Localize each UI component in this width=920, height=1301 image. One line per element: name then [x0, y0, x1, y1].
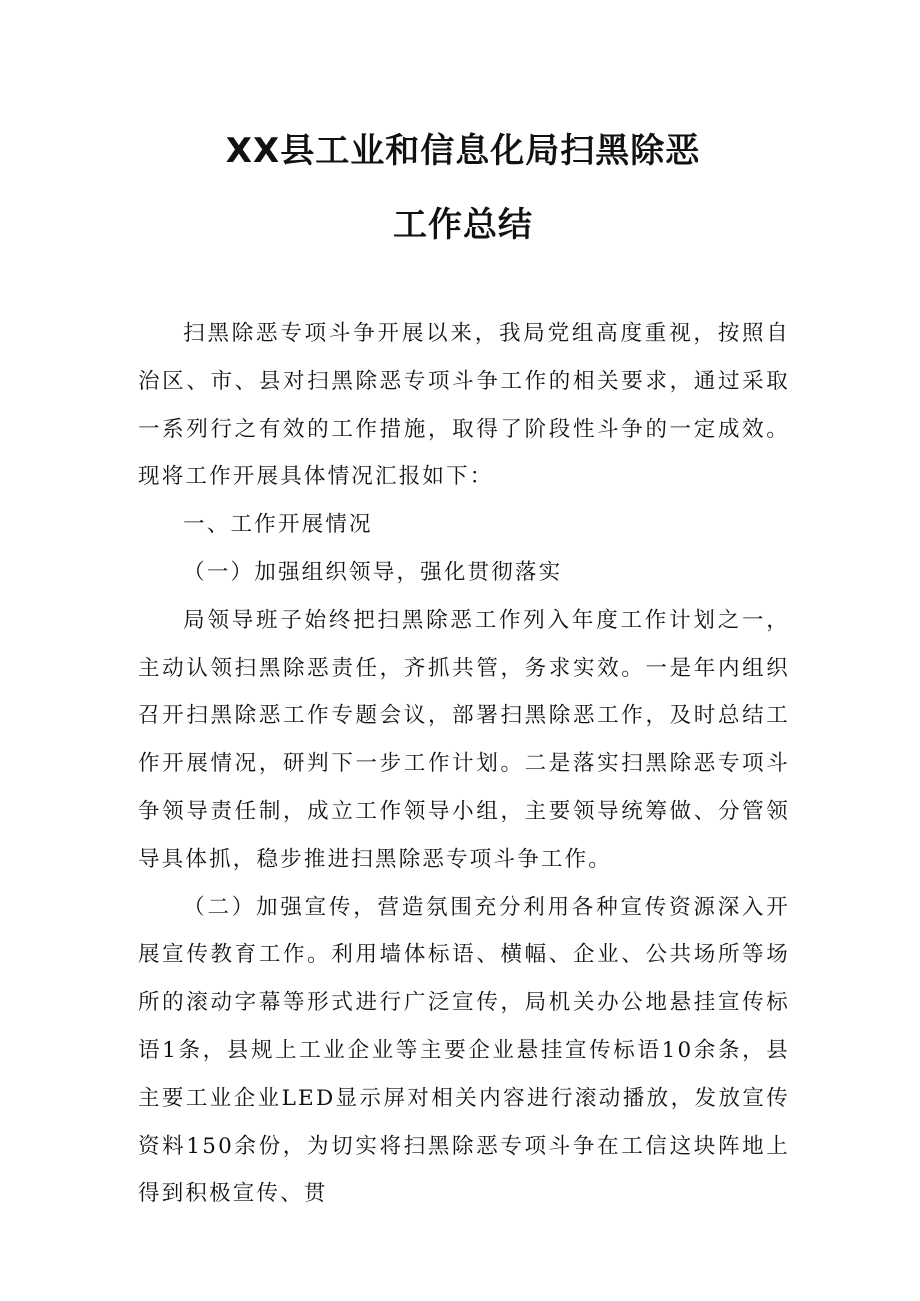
document-body [138, 310, 790, 1218]
subsection-heading: （一）加强组织领导，强化贯彻落实 [183, 559, 563, 585]
body-paragraph: （二）加强宣传，营造氛围充分利用各种宣传资源深入开展宣传教育工作。利用墙体标语、横幅、企业、公共场所等场所的滚动字幕等形式进行广泛宣传，局机关办公地悬挂宣传标语1条，县规上工业企业等主要企业悬挂宣传标语10余条，县主要工业企业LED显示屏对相关内容进行滚动播放，发放宣传资料150余份，为切实将扫黑除恶专项斗争在工信这块阵地上得到积极宣传、贯 [138, 894, 790, 1207]
document-title-line-1: XX县工业和信息化局扫黑除恶 [225, 131, 701, 171]
document-title-line-2: 工作总结 [393, 205, 533, 245]
section-heading: 一、工作开展情况 [183, 512, 373, 538]
body-paragraph: 局领导班子始终把扫黑除恶工作列入年度工作计划之一，主动认领扫黑除恶责任，齐抓共管，务求实效。一是年内组织召开扫黑除恶工作专题会议，部署扫黑除恶工作，及时总结工作开展情况，研判下一步工作计划。二是落实扫黑除恶专项斗争领导责任制，成立工作领导小组，主要领导统筹做、分管领导具体抓，稳步推进扫黑除恶专项斗争工作。 [138, 607, 790, 872]
intro-paragraph: 扫黑除恶专项斗争开展以来，我局党组高度重视，按照自治区、市、县对扫黑除恶专项斗争工作的相关要求，通过采取一系列行之有效的工作措施，取得了阶段性斗争的一定成效。现将工作开展具体情况汇报如下： [138, 321, 790, 490]
